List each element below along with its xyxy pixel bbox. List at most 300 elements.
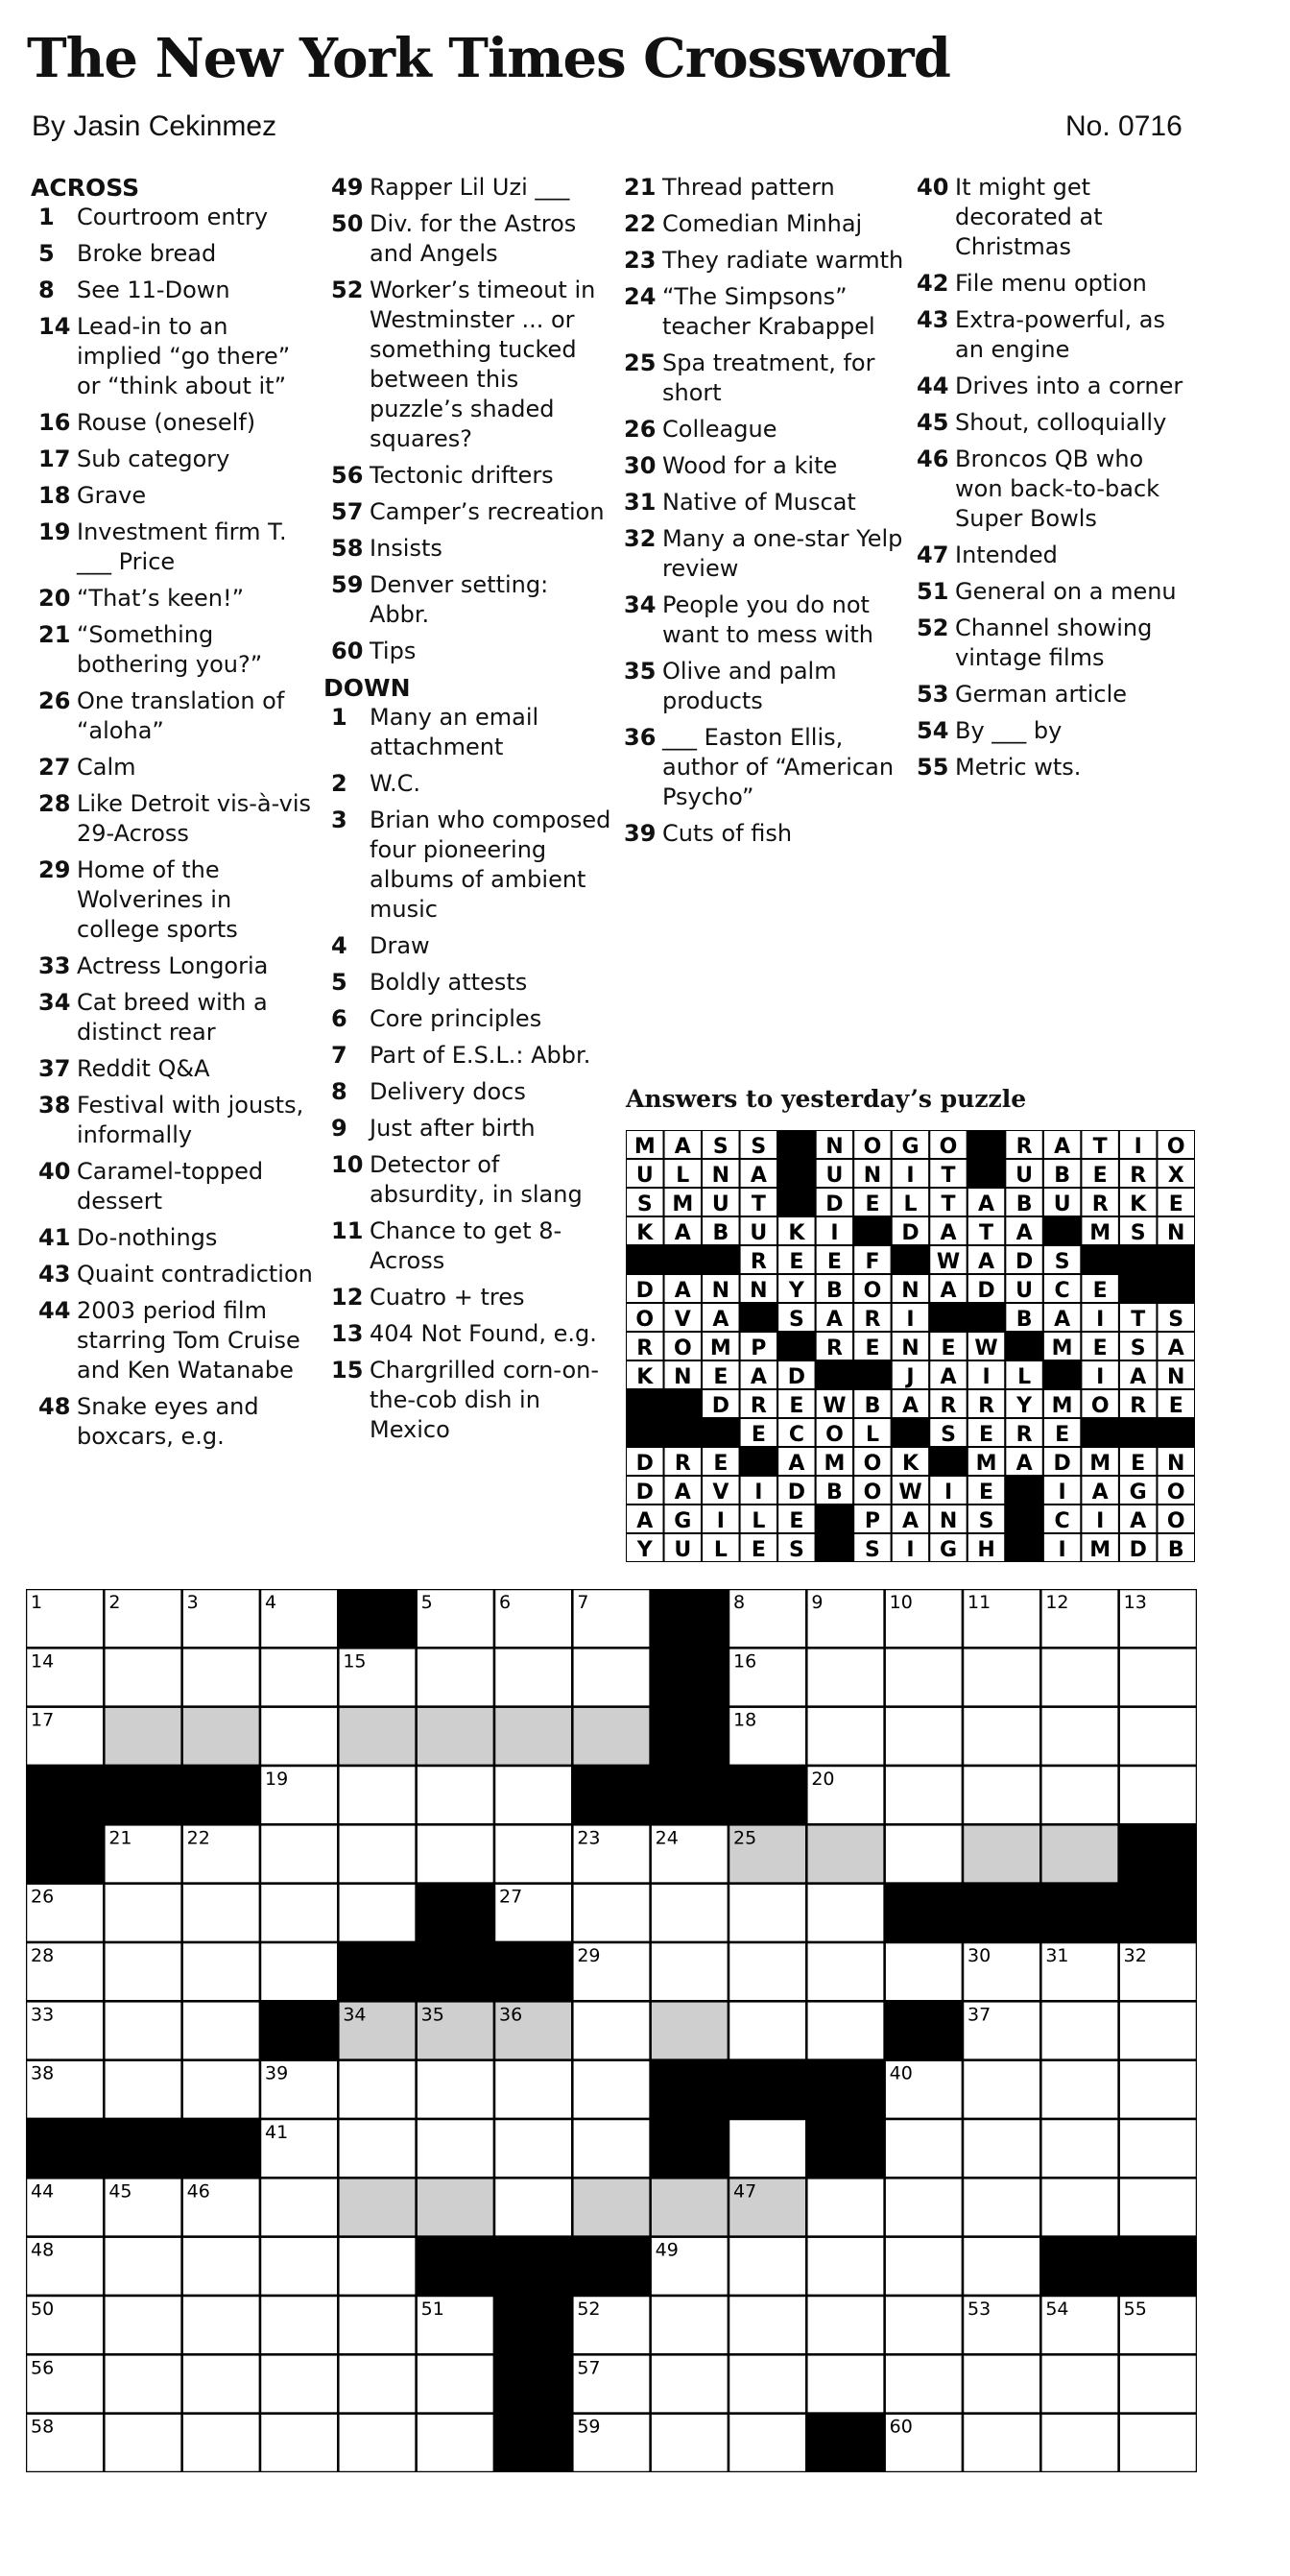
cell-number: 58: [31, 2416, 55, 2438]
answer-letter: T: [941, 1164, 956, 1188]
answer-letter: I: [906, 1538, 915, 1562]
grid-cell[interactable]: [494, 2178, 572, 2236]
grid-cell[interactable]: [963, 2060, 1040, 2119]
grid-cell[interactable]: [338, 2119, 416, 2178]
cell-number: 27: [499, 1886, 523, 1908]
grid-cell[interactable]: [963, 1766, 1040, 1824]
cell-number: 37: [968, 2004, 991, 2026]
grid-cell[interactable]: [182, 2237, 260, 2296]
down-clue-24: [616, 282, 904, 342]
cell-number: 54: [1045, 2299, 1069, 2320]
grid-block: [806, 2414, 884, 2472]
grid-cell[interactable]: [651, 1884, 729, 1942]
answer-block: [1043, 1360, 1082, 1389]
down-clue-46: [909, 445, 1197, 534]
clue-text: Chargrilled corn-on-the-cob dish in Mexico: [370, 1357, 600, 1443]
clue-text: Part of E.S.L.: Abbr.: [370, 1042, 591, 1069]
clue-text: Lead-in to an implied “go there” or “think about it”: [77, 313, 291, 399]
grid-cell[interactable]: [338, 2296, 416, 2354]
grid-cell[interactable]: [572, 1648, 650, 1706]
answer-letter: E: [789, 1250, 804, 1274]
answer-block: [1119, 1418, 1158, 1447]
answer-letter: A: [825, 1308, 843, 1332]
grid-cell[interactable]: [417, 1648, 494, 1706]
grid-cell[interactable]: [338, 2237, 416, 2296]
answer-letter: I: [906, 1164, 915, 1188]
grid-block: [651, 1707, 729, 1766]
grid-cell[interactable]: [260, 1884, 338, 1942]
grid-cell[interactable]: [1040, 2178, 1118, 2236]
answer-letter: F: [865, 1250, 880, 1274]
grid-cell[interactable]: [963, 1707, 1040, 1766]
clue-number: 29: [38, 856, 71, 883]
answer-letter: C: [1054, 1509, 1070, 1533]
grid-cell-shaded[interactable]: [572, 2178, 650, 2236]
grid-cell[interactable]: [494, 2060, 572, 2119]
grid-cell[interactable]: [963, 2414, 1040, 2472]
grid-block: [651, 2060, 729, 2119]
grid-block: [26, 2119, 104, 2178]
grid-cell-shaded[interactable]: [651, 2178, 729, 2236]
answer-letter: O: [635, 1308, 655, 1332]
answer-letter: A: [674, 1481, 691, 1505]
grid-cell[interactable]: [963, 2237, 1040, 2296]
answer-letter: A: [1167, 1336, 1184, 1360]
across-clue-49: [323, 173, 611, 203]
cell-number: 56: [31, 2357, 55, 2379]
answer-letter: Y: [1016, 1394, 1033, 1418]
cell-number: 44: [31, 2180, 55, 2203]
answer-letter: R: [1091, 1192, 1109, 1216]
clue-text: Courtroom entry: [77, 204, 269, 230]
answer-letter: R: [1130, 1164, 1147, 1188]
clue-number: 48: [38, 1393, 71, 1420]
clue-text: Rouse (oneself): [77, 409, 256, 436]
answer-letter: E: [1055, 1423, 1070, 1447]
clue-number: 22: [624, 210, 657, 237]
cell-number: 10: [889, 1592, 913, 1613]
answer-block: [1005, 1533, 1043, 1562]
answer-letter: Y: [636, 1538, 653, 1562]
grid-cell[interactable]: [260, 2414, 338, 2472]
answer-letter: B: [1054, 1164, 1071, 1188]
grid-cell[interactable]: [338, 2414, 416, 2472]
grid-cell[interactable]: [885, 2237, 963, 2296]
grid-block: [494, 2237, 572, 2296]
answer-letter: I: [1058, 1481, 1066, 1505]
clue-text: Cuts of fish: [662, 820, 793, 847]
grid-cell[interactable]: [651, 2296, 729, 2354]
down-clue-25: [616, 349, 904, 408]
grid-cell[interactable]: [572, 2001, 650, 2059]
clue-number: 26: [624, 416, 657, 443]
answer-letter: O: [825, 1423, 844, 1447]
clue-text: Investment firm T. ___ Price: [77, 518, 287, 575]
grid-cell[interactable]: [338, 2354, 416, 2413]
down-clue-15: [323, 1356, 611, 1445]
grid-cell[interactable]: [182, 2354, 260, 2413]
grid-cell[interactable]: [1119, 2354, 1197, 2413]
answer-block: [777, 1332, 816, 1360]
answer-letter: I: [982, 1365, 991, 1389]
answer-letter: E: [865, 1192, 880, 1216]
answer-letter: W: [823, 1394, 847, 1418]
grid-cell[interactable]: [729, 2296, 806, 2354]
grid-cell[interactable]: [729, 2001, 806, 2059]
grid-cell[interactable]: [260, 1942, 338, 2001]
answer-letter: O: [673, 1336, 692, 1360]
grid-cell[interactable]: [104, 2296, 181, 2354]
grid-cell[interactable]: [572, 1884, 650, 1942]
across-heading: ACROSS: [31, 174, 140, 202]
across-clue-20: [31, 584, 319, 614]
grid-cell[interactable]: [260, 1707, 338, 1766]
clue-text: Cat breed with a distinct rear: [77, 989, 268, 1046]
grid-cell[interactable]: [806, 2001, 884, 2059]
grid-cell[interactable]: [1119, 2178, 1197, 2236]
answer-letter: E: [1168, 1192, 1183, 1216]
answer-letter: B: [1167, 1538, 1184, 1562]
answer-block: [777, 1159, 816, 1188]
grid-cell[interactable]: [260, 1824, 338, 1883]
grid-cell[interactable]: [338, 1824, 416, 1883]
grid-cell-shaded[interactable]: [806, 1824, 884, 1883]
grid-cell[interactable]: [729, 2414, 806, 2472]
grid-cell[interactable]: [885, 1942, 963, 2001]
clue-number: 23: [624, 247, 657, 274]
answer-letter: R: [1130, 1394, 1147, 1418]
grid-cell[interactable]: [417, 1766, 494, 1824]
grid-cell[interactable]: [1040, 2119, 1118, 2178]
grid-cell[interactable]: [885, 1648, 963, 1706]
grid-block: [338, 1589, 416, 1648]
answer-letter: O: [1166, 1135, 1185, 1159]
grid-cell[interactable]: [1119, 1648, 1197, 1706]
clue-text: Like Detroit vis-à-vis 29-Across: [77, 790, 311, 847]
clue-text: Drives into a corner: [955, 373, 1183, 399]
grid-cell-shaded[interactable]: [417, 1707, 494, 1766]
answer-letter: M: [633, 1135, 656, 1159]
answer-letter: D: [635, 1279, 654, 1303]
grid-cell-shaded[interactable]: [572, 1707, 650, 1766]
grid-cell-shaded[interactable]: [417, 2178, 494, 2236]
clue-number: 4: [331, 932, 347, 959]
grid-cell-shaded[interactable]: [104, 1707, 181, 1766]
grid-cell[interactable]: [494, 1824, 572, 1883]
answer-letter: B: [1015, 1308, 1033, 1332]
answer-letter: I: [1058, 1538, 1066, 1562]
grid-cell[interactable]: [572, 2060, 650, 2119]
grid-cell[interactable]: [885, 1766, 963, 1824]
down-clue-55: [909, 753, 1197, 782]
grid-cell[interactable]: [182, 2296, 260, 2354]
clue-column-3: [616, 173, 904, 855]
grid-cell[interactable]: [885, 1824, 963, 1883]
grid-cell[interactable]: [182, 1648, 260, 1706]
clue-text: Quaint contradiction: [77, 1261, 313, 1288]
grid-cell[interactable]: [417, 2414, 494, 2472]
cell-number: 30: [968, 1945, 991, 1966]
grid-cell[interactable]: [494, 1766, 572, 1824]
grid-cell[interactable]: [260, 2354, 338, 2413]
clue-text: ___ Easton Ellis, author of “American Psycho”: [662, 724, 895, 810]
grid-cell[interactable]: [1119, 2001, 1197, 2059]
answer-letter: S: [636, 1192, 653, 1216]
grid-cell[interactable]: [1119, 1766, 1197, 1824]
grid-cell[interactable]: [729, 1884, 806, 1942]
clue-number: 5: [38, 240, 55, 267]
grid-cell[interactable]: [182, 1942, 260, 2001]
clue-number: 51: [917, 578, 949, 605]
clue-text: Do-nothings: [77, 1224, 218, 1251]
answer-letter: I: [1096, 1308, 1105, 1332]
answer-block: [853, 1216, 892, 1245]
answer-letter: N: [863, 1164, 882, 1188]
clue-text: Broke bread: [77, 240, 217, 267]
answer-letter: D: [1129, 1538, 1147, 1562]
grid-block: [885, 1884, 963, 1942]
answer-letter: M: [1089, 1538, 1111, 1562]
grid-cell-shaded[interactable]: [494, 1707, 572, 1766]
answer-letter: A: [674, 1135, 691, 1159]
grid-cell[interactable]: [182, 2414, 260, 2472]
byline: By Jasin Cekinmez: [32, 110, 277, 142]
clue-text: Actress Longoria: [77, 952, 269, 979]
clue-text: Colleague: [662, 416, 777, 443]
grid-cell-shaded[interactable]: [963, 1824, 1040, 1883]
clue-text: Rapper Lil Uzi ___: [370, 174, 570, 201]
grid-cell[interactable]: [806, 2237, 884, 2296]
grid-cell[interactable]: [1040, 2354, 1118, 2413]
answer-letter: L: [752, 1509, 766, 1533]
grid-cell[interactable]: [806, 2296, 884, 2354]
clue-number: 34: [38, 989, 71, 1016]
cell-number: 29: [577, 1945, 601, 1966]
down-clue-42: [909, 269, 1197, 299]
clue-number: 41: [38, 1224, 71, 1251]
grid-cell[interactable]: [885, 2178, 963, 2236]
grid-cell[interactable]: [806, 2354, 884, 2413]
clue-number: 13: [331, 1320, 364, 1347]
answer-letter: T: [1092, 1135, 1108, 1159]
clue-text: Div. for the Astros and Angels: [370, 210, 577, 267]
cell-number: 42: [655, 2122, 679, 2143]
grid-block: [104, 1766, 181, 1824]
grid-block: [806, 2060, 884, 2119]
answer-letter: M: [1089, 1221, 1111, 1245]
clue-text: Channel showing vintage films: [955, 614, 1153, 671]
grid-cell[interactable]: [1040, 1707, 1118, 1766]
answer-letter: A: [978, 1250, 995, 1274]
answer-letter: D: [635, 1481, 654, 1505]
clue-number: 37: [38, 1055, 71, 1082]
clue-text: Just after birth: [370, 1115, 536, 1142]
grid-cell[interactable]: [651, 2354, 729, 2413]
grid-cell[interactable]: [1040, 1766, 1118, 1824]
grid-cell[interactable]: [260, 2237, 338, 2296]
answer-letter: N: [825, 1135, 844, 1159]
grid-cell[interactable]: [729, 1942, 806, 2001]
grid-cell[interactable]: [417, 2060, 494, 2119]
answer-letter: A: [712, 1308, 729, 1332]
grid-block: [494, 2296, 572, 2354]
grid-cell[interactable]: [963, 2354, 1040, 2413]
grid-cell[interactable]: [182, 2060, 260, 2119]
grid-cell[interactable]: [104, 1884, 181, 1942]
grid-cell[interactable]: [1040, 1648, 1118, 1706]
grid-cell[interactable]: [1040, 2001, 1118, 2059]
clue-text: Tectonic drifters: [370, 462, 554, 489]
grid-cell-shaded[interactable]: [182, 1707, 260, 1766]
grid-block: [1119, 1884, 1197, 1942]
answer-letter: N: [750, 1279, 768, 1303]
answer-block: [892, 1245, 930, 1274]
answer-block: [1081, 1418, 1119, 1447]
grid-cell[interactable]: [885, 2354, 963, 2413]
across-clue-52: [323, 276, 611, 454]
grid-cell[interactable]: [729, 2119, 806, 2178]
grid-cell[interactable]: [963, 2119, 1040, 2178]
answer-letter: M: [1051, 1394, 1073, 1418]
grid-cell[interactable]: [338, 2060, 416, 2119]
answer-letter: A: [1130, 1365, 1147, 1389]
cell-number: 25: [733, 1827, 757, 1849]
grid-cell[interactable]: [417, 2119, 494, 2178]
clue-number: 28: [38, 790, 71, 817]
grid-cell[interactable]: [104, 2001, 181, 2059]
grid-cell[interactable]: [729, 2354, 806, 2413]
grid-cell[interactable]: [806, 1648, 884, 1706]
clue-text: “Something bothering you?”: [77, 621, 263, 678]
answer-letter: N: [1167, 1452, 1185, 1476]
grid-cell[interactable]: [104, 2237, 181, 2296]
grid-block: [104, 2119, 181, 2178]
grid-cell[interactable]: [572, 2119, 650, 2178]
clue-text: Many an email attachment: [370, 704, 539, 760]
answer-letter: O: [863, 1452, 882, 1476]
answer-block: [702, 1418, 740, 1447]
grid-cell[interactable]: [494, 2119, 572, 2178]
grid-cell[interactable]: [885, 1707, 963, 1766]
grid-cell[interactable]: [338, 1766, 416, 1824]
grid-cell[interactable]: [1040, 2414, 1118, 2472]
clue-number: 20: [38, 585, 71, 612]
answer-letter: N: [901, 1279, 920, 1303]
grid-cell[interactable]: [417, 1824, 494, 1883]
across-clue-18: [31, 481, 319, 511]
cell-number: 53: [968, 2299, 991, 2320]
clue-number: 3: [331, 807, 347, 833]
grid-cell[interactable]: [104, 1648, 181, 1706]
clue-text: General on a menu: [955, 578, 1177, 605]
answer-letter: A: [750, 1164, 767, 1188]
grid-cell[interactable]: [885, 2119, 963, 2178]
answer-letter: M: [709, 1336, 731, 1360]
grid-cell[interactable]: [104, 2414, 181, 2472]
grid-cell[interactable]: [1040, 2060, 1118, 2119]
cell-number: 43: [811, 2122, 835, 2143]
cell-number: 52: [577, 2299, 601, 2320]
grid-cell[interactable]: [806, 1942, 884, 2001]
grid-cell-shaded[interactable]: [651, 2001, 729, 2059]
clue-number: 59: [331, 571, 364, 598]
grid-cell[interactable]: [651, 1942, 729, 2001]
down-clue-5: [323, 968, 611, 998]
answer-letter: O: [1090, 1394, 1110, 1418]
page-title: The New York Times Crossword: [27, 27, 950, 90]
across-clue-48: [31, 1392, 319, 1452]
grid-cell[interactable]: [104, 1942, 181, 2001]
grid-block: [885, 2001, 963, 2059]
grid-cell-shaded[interactable]: [338, 1707, 416, 1766]
clue-text: Brian who composed four pioneering albums of ambient music: [370, 807, 611, 923]
grid-cell[interactable]: [260, 2296, 338, 2354]
grid-block: [651, 1766, 729, 1824]
grid-cell[interactable]: [417, 2354, 494, 2413]
grid-cell[interactable]: [729, 2237, 806, 2296]
grid-cell[interactable]: [260, 2178, 338, 2236]
answer-letter: A: [788, 1452, 805, 1476]
answer-letter: R: [825, 1336, 843, 1360]
clue-text: Calm: [77, 754, 136, 781]
across-clue-59: [323, 570, 611, 630]
grid-cell[interactable]: [651, 2414, 729, 2472]
grid-cell[interactable]: [963, 1648, 1040, 1706]
answer-letter: U: [825, 1164, 844, 1188]
answer-letter: S: [865, 1538, 880, 1562]
grid-cell[interactable]: [104, 2060, 181, 2119]
grid-cell[interactable]: [338, 1884, 416, 1942]
grid-cell[interactable]: [182, 1884, 260, 1942]
clue-number: 38: [38, 1092, 71, 1119]
grid-cell[interactable]: [1119, 2060, 1197, 2119]
answer-letter: T: [751, 1192, 766, 1216]
grid-cell[interactable]: [494, 1648, 572, 1706]
crossword-grid[interactable]: [26, 1589, 1197, 2472]
grid-cell-shaded[interactable]: [338, 2178, 416, 2236]
clue-number: 8: [331, 1078, 347, 1105]
answer-block: [816, 1360, 854, 1389]
answer-letter: E: [979, 1423, 994, 1447]
cell-number: 28: [31, 1945, 55, 1966]
clue-number: 14: [38, 313, 71, 340]
grid-cell[interactable]: [1119, 1707, 1197, 1766]
grid-cell[interactable]: [104, 2354, 181, 2413]
answer-letter: E: [751, 1423, 766, 1447]
clue-text: “That’s keen!”: [77, 585, 245, 612]
grid-cell[interactable]: [806, 1884, 884, 1942]
answer-letter: T: [941, 1192, 956, 1216]
grid-cell[interactable]: [963, 2178, 1040, 2236]
answer-letter: S: [978, 1509, 994, 1533]
answer-block: [968, 1159, 1006, 1188]
grid-block: [494, 2414, 572, 2472]
grid-cell[interactable]: [182, 2001, 260, 2059]
answer-letter: E: [1131, 1452, 1146, 1476]
grid-block: [963, 1884, 1040, 1942]
grid-cell-shaded[interactable]: [1040, 1824, 1118, 1883]
grid-cell[interactable]: [806, 1707, 884, 1766]
grid-cell[interactable]: [260, 1648, 338, 1706]
clue-number: 10: [331, 1151, 364, 1178]
grid-cell[interactable]: [885, 2296, 963, 2354]
grid-cell[interactable]: [1119, 2119, 1197, 2178]
answer-block: [626, 1389, 664, 1418]
grid-cell[interactable]: [1119, 2414, 1197, 2472]
grid-cell[interactable]: [806, 2178, 884, 2236]
across-clue-17: [31, 445, 319, 474]
answer-letter: I: [754, 1481, 763, 1505]
